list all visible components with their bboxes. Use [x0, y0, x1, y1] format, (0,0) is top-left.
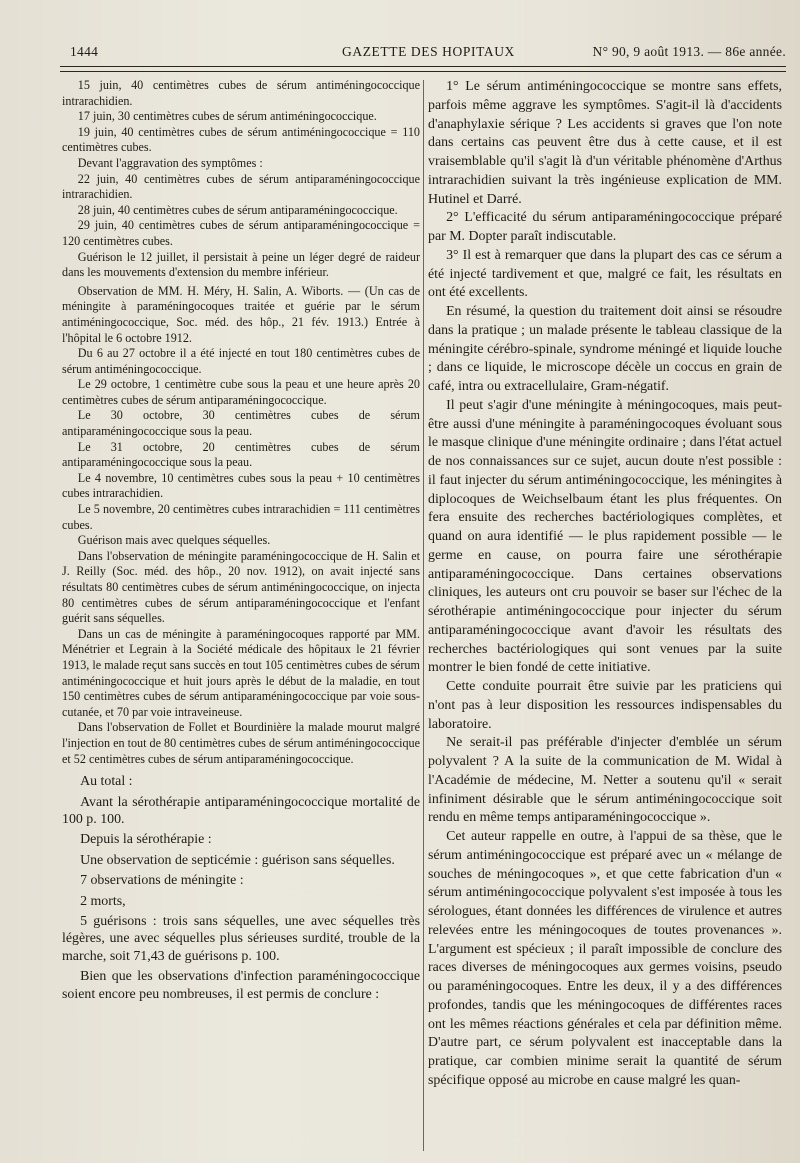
paragraph: 17 juin, 30 centimètres cubes de sérum antiméningococcique. [77, 109, 377, 124]
paragraph: 2° L'efficacité du sérum antiparaméningococcique préparé par M. Dopter paraît indiscutable. [428, 210, 782, 244]
paragraph: Bien que les observations d'infection paraméningococcique soient encore peu nombreuses, il est permis de conclure : [62, 969, 420, 1002]
paragraph: 5 guérisons : trois sans séquelles, une avec séquelles très légères, une avec séquelles plus sérieuses surdité, trouble de la marche, soit 71,43 de guérisons p. 100. [62, 913, 420, 964]
paragraph: Du 6 au 27 octobre il a été injecté en tout 180 centimètres cubes de sérum antiméningococcique. [62, 346, 420, 376]
paragraph: Devant l'aggravation des symptômes : [77, 155, 263, 170]
paragraph: Cette conduite pourrait être suivie par les praticiens qui n'ont pas à leur disposition les ressources indispensables du laboratoire. [428, 679, 782, 732]
paragraph: Dans l'observation de Follet et Bourdinière la malade mourut malgré l'injection en tout de 80 centimètres cubes de sérum antiméningococcique et 52 centimètres cubes de sérum antiparaméningococcique. [62, 720, 420, 766]
paragraph: 3° Il est à remarquer que dans la plupart des cas ce sérum a été injecté tardivement et que, malgré ce fait, les résultats en ont été excellents. [428, 247, 782, 301]
paragraph: Dans l'observation de méningite paraméningococcique de H. Salin et J. Reilly (Soc. méd. des hôp., 20 nov. 1912), on avait injecté sans résultats 80 centimètres cubes de sérum antiméningococcique, on injecta 80 centimètres cubes de sérum antiparaméningococcique et l'enfant guérit sans séquelles. [62, 548, 420, 626]
page-number: 1444 [70, 44, 99, 59]
paragraph: 19 juin, 40 centimètres cubes de sérum antiméningococcique = 110 centimètres cubes. [62, 124, 420, 155]
paragraph: Le 5 novembre, 20 centimètres cubes intrarachidien = 111 centimètres cubes. [62, 502, 420, 532]
paragraph: Depuis la sérothérapie : [80, 832, 212, 848]
observation-heading-paragraph: Observation de MM. H. Méry, H. Salin, A. Wiborts. — (Un cas de méningite à paraméningocoques traitée et guérie par le sérum antiméningococcique, Soc. méd. des hôp., 21 fév. 1913.) Entrée à l'hôpital le 6 octobre 1912. [62, 283, 420, 345]
paragraph: Guérison mais avec quelques séquelles. [77, 533, 271, 548]
paragraph: Ne serait-il pas préférable d'injecter d'emblée un sérum polyvalent ? A la suite de la communication de M. Widal à l'Académie de médecine, M. Netter a soutenu qu'il « serait infiniment désirable que le sérum antiméningococcique soit rendu en même temps antiparaméningococcique ». [428, 735, 782, 826]
paragraph: En résumé, la question du traitement doit ainsi se résoudre dans la pratique ; un malade présente le tableau classique de la méningite cérébro-spinale, syndrome méningé et liquide louche ; dans ce liquide, le microscope décèle un coccus en grain de café, intra ou extracellulaire, Gram-négatif. [428, 304, 782, 394]
journal-title: GAZETTE DES HOPITAUX [342, 44, 515, 59]
paragraph: 22 juin, 40 centimètres cubes de sérum antiparaméningococcique intrarachidien. [62, 171, 420, 202]
paragraph: Au total : [80, 774, 133, 790]
header-rule-thin [60, 71, 786, 72]
paragraph: 2 morts, [80, 893, 126, 909]
paragraph: 28 juin, 40 centimètres cubes de sérum antiparaméningococcique. [77, 202, 398, 217]
header-rule [60, 66, 786, 67]
page-header [70, 44, 786, 66]
paragraph: Avant la sérothérapie antiparaméningococcique mortalité de 100 p. 100. [62, 794, 420, 827]
paragraph: Dans un cas de méningite à paraméningocoques rapporté par MM. Ménétrier et Legrain à la Société médicale des hôpitaux le 21 février 1913, le malade reçut sans succès en tout 105 centimètres cubes de sérum antiméningococcique et huit jours après le début de la maladie, en tout 150 centimètres cubes de sérum antiparaméningococcique par voie sous-cutanée, et 70 par voie intraveineuse. [62, 626, 420, 719]
right-column [428, 78, 782, 1091]
column-divider [423, 80, 424, 1151]
paragraph: 1° Le sérum antiméningococcique se montre sans effets, parfois même aggrave les symptômes. S'agit-il là d'accidents d'anaphylaxie sérique ? Les accidents si graves que l'on note dans certains cas peuvent être dus à cette cause, et il est vraisemblable qu'il s'agit là d'un véritable phénomène d'Arthus intrarachidien suivant la très ingénieuse explication de MM. Hutinel et Darré. [428, 79, 782, 207]
paragraph: Le 29 octobre, 1 centimètre cube sous la peau et une heure après 20 centimètres cubes de sérum antiparaméningococcique. [62, 377, 420, 407]
paragraph: 29 juin, 40 centimètres cubes de sérum antiparaméningococcique = 120 centimètres cubes. [62, 218, 420, 248]
paragraph: Le 31 octobre, 20 centimètres cubes de sérum antiparaméningococcique sous la peau. [62, 439, 420, 470]
issue-line: N° 90, 9 août 1913. — 86e année. [592, 44, 786, 59]
paragraph: Le 4 novembre, 10 centimètres cubes sous la peau + 10 centimètres cubes intrarachidien. [62, 470, 420, 501]
left-column [62, 78, 420, 1003]
paragraph: 7 observations de méningite : [80, 873, 244, 889]
paragraph: Cet auteur rappelle en outre, à l'appui de sa thèse, que le sérum antiméningococcique est préparé avec un « mélange de souches de méningocoques », et que cette fabrication d'un « sérum antiméningococcique polyvalent s'est imposée à tous les sérologues, étant données les différences de virulence et autres relevées entre les méningocoques de toutes provenances ». L'argument est spécieux ; il paraît impossible de conclure des races diverses de méningocoques aux germes voisins, pseudo ou paraméningocoques. Entre les deux, il y a des différences profondes, tandis que les méningocoques de différentes races ont les mêmes réactions générales et cela par définition même. D'autre part, ce sérum polyvalent est inacceptable dans la pratique, car combien minime serait la quantité de sérum spécifique opposé au microbe en cause malgré les quan- [428, 829, 782, 1088]
summary-block [62, 773, 420, 1003]
paragraph: Une observation de septicémie : guérison sans séquelles. [80, 852, 395, 868]
paragraph: Il peut s'agir d'une méningite à méningocoques, mais peut-être aussi d'une méningite à paraméningocoques évoluant sous le masque clinique d'une méningite ordinaire ; dans l'état actuel de nos connaissances sur ce sujet, aucun doute n'est possible : il faut injecter du sérum antiméningococcique, les méningites à diplocoques de Weichselbaum étant les plus fréquentes. On fera ensuite des recherches bactériologiques complètes, et quand on aura identifié — le plus rapidement possible — le germe en cause, on pourra faire une sérothérapie antiparaméningococcique. Dans certaines observations cliniques, les auteurs ont cru pouvoir se baser sur l'échec de la sérothérapie antiméningococcique pour injecter du sérum antiparaméningococcique avant d'avoir les résultats des recherches bactériologiques qui sont venues par la suite montrer le bien fondé de cette initiative. [428, 397, 782, 676]
paragraph: Le 30 octobre, 30 centimètres cubes de sérum antiparaméningococcique sous la peau. [62, 408, 420, 439]
paragraph: Guérison le 12 juillet, il persistait à peine un léger degré de raideur dans les mouvements d'extension du membre inférieur. [62, 249, 420, 280]
paragraph: 15 juin, 40 centimètres cubes de sérum antiméningococcique intrarachidien. [62, 78, 420, 108]
